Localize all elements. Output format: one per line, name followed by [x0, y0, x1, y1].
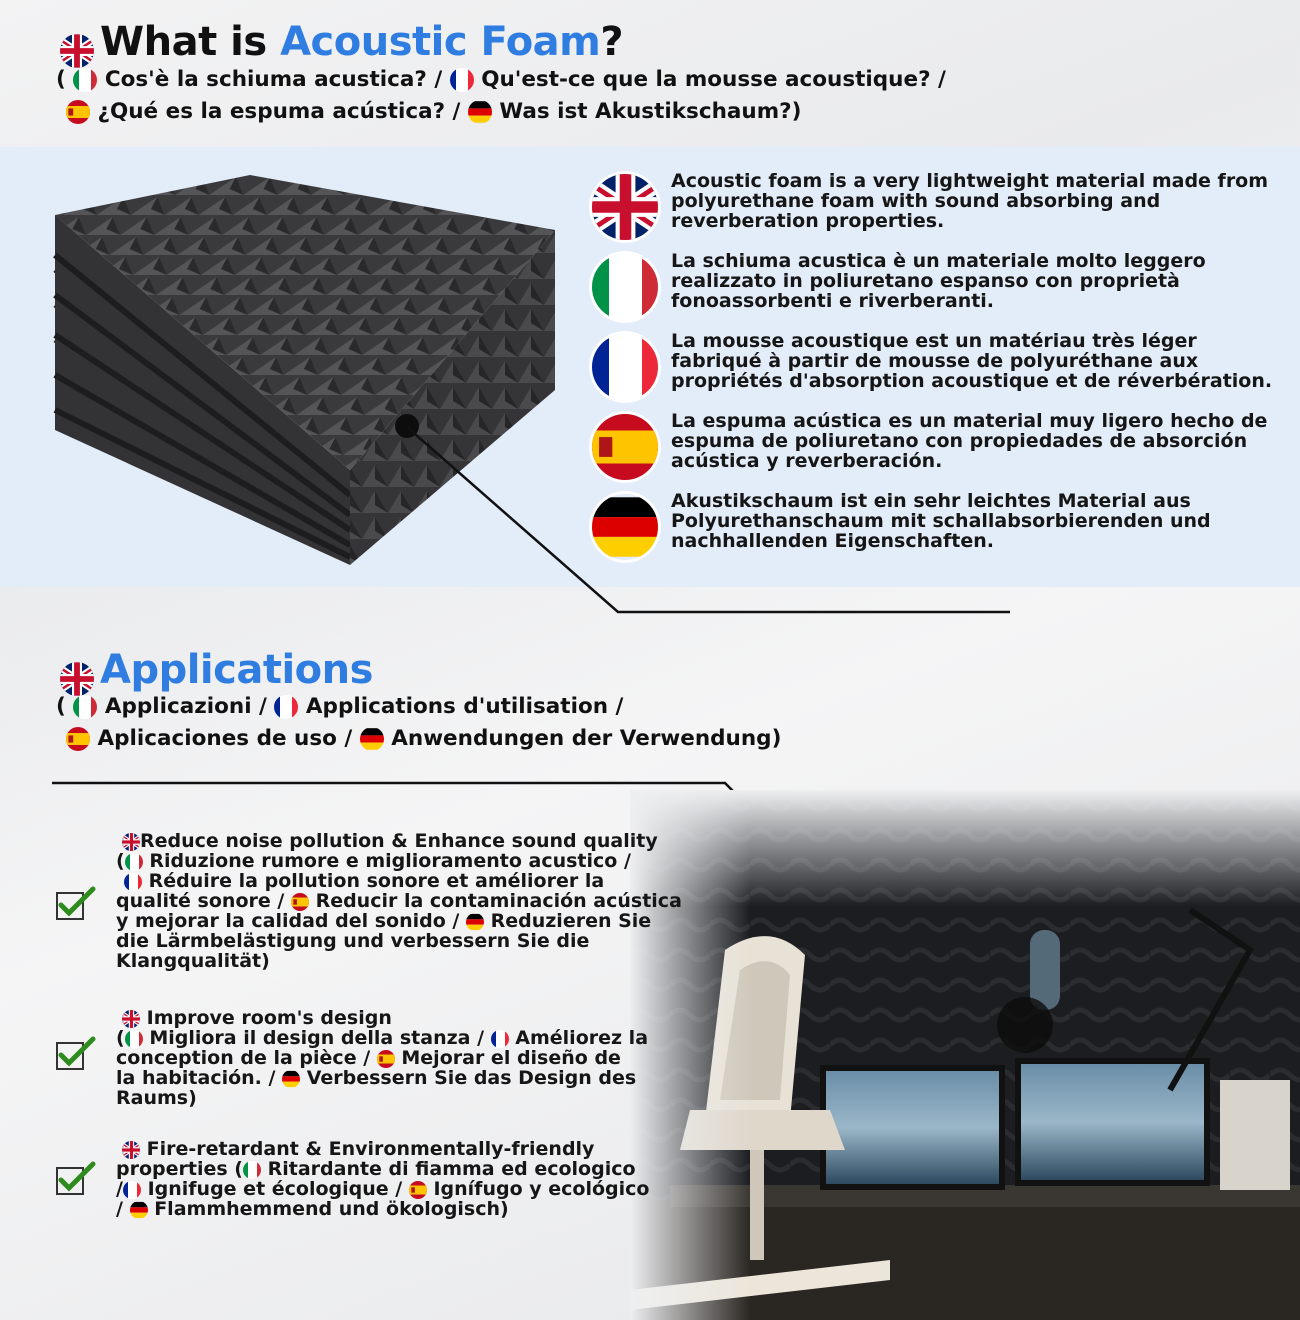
italy-flag-icon [73, 695, 97, 719]
title-it: Cos'è la schiuma acustica? / [104, 67, 443, 92]
app3-it: Ritardante di fiamma ed ecologico [267, 1158, 636, 1180]
uk-flag-icon [60, 34, 94, 68]
section1-translations-line1 [56, 64, 946, 96]
desc-en-line: polyurethane foam with sound absorbing and [671, 190, 1161, 212]
title-de: Was ist Akustikschaum?) [499, 99, 802, 124]
spain-flag-icon [592, 414, 658, 480]
paren-open: ( [116, 850, 125, 872]
italy-flag-icon [125, 853, 143, 871]
uk-flag-icon [122, 833, 140, 851]
section2-title [60, 647, 373, 696]
checkbox-check-icon [55, 885, 97, 923]
germany-flag-icon [360, 727, 384, 751]
application-item-2 [116, 1008, 706, 1108]
app1-fr: Réduire la pollution sonore et améliorer la [148, 870, 605, 892]
spain-flag-icon [66, 727, 90, 751]
germany-flag-icon [468, 100, 492, 124]
app2-it: Migliora il design della stanza / [149, 1027, 485, 1049]
studio-photo [630, 790, 1300, 1320]
app2-es-cont: la habitación. / [116, 1067, 276, 1089]
title-es: ¿Qué es la espuma acústica? / [97, 99, 461, 124]
paren-open: ( [116, 1027, 125, 1049]
section1-title [60, 19, 624, 68]
checkbox-check-icon [55, 1160, 97, 1198]
france-flag-icon [450, 68, 474, 92]
title-part-c: ? [600, 19, 624, 65]
desc-de-line: nachhallenden Eigenschaften. [671, 530, 994, 552]
germany-flag-icon [592, 494, 658, 560]
uk-flag-icon [122, 1141, 140, 1159]
app3-en-cont: properties ( [116, 1158, 243, 1180]
callout-dot [395, 414, 419, 438]
desc-es-line: La espuma acústica es un material muy ligero hecho de [671, 410, 1268, 432]
title-highlight: Acoustic Foam [280, 19, 601, 65]
uk-flag-icon [122, 1010, 140, 1028]
app1-es: Reducir la contaminación acústica [315, 890, 682, 912]
app2-fr: Améliorez la [515, 1027, 649, 1049]
app2-de-cont: Raums) [116, 1087, 197, 1109]
germany-flag-icon [282, 1070, 300, 1088]
desc-it-line: fonoassorbenti e riverberanti. [671, 290, 995, 312]
app1-de-cont: die Lärmbelästigung und verbessern Sie die [116, 930, 590, 952]
app3-en: Fire-retardant & Environmentally-friendly [146, 1138, 595, 1160]
france-flag-icon [491, 1030, 509, 1048]
app1-it: Riduzione rumore e miglioramento acustico / [149, 850, 631, 872]
app3-de: Flammhemmend und ökologisch) [154, 1198, 509, 1220]
desc-en-line: reverberation properties. [671, 210, 945, 232]
section2-translations-line2 [66, 723, 781, 755]
desc-row-es [592, 410, 1268, 480]
application-item-1 [116, 831, 706, 971]
applications-heading: Applications [100, 647, 373, 693]
paren-open: ( [56, 694, 66, 719]
spain-flag-icon [66, 100, 90, 124]
italy-flag-icon [125, 1030, 143, 1048]
app2-fr-cont: conception de la pièce / [116, 1047, 371, 1069]
applications-it: Applicazioni / [104, 694, 267, 719]
applications-es: Aplicaciones de uso / [97, 726, 353, 751]
app2-es: Mejorar el diseño de [401, 1047, 621, 1069]
desc-fr-line: La mousse acoustique est un matériau très léger [671, 330, 1197, 352]
acoustic-foam-panels-image [50, 175, 560, 565]
desc-row-de [592, 490, 1211, 560]
app1-de: Reduzieren Sie [490, 910, 652, 932]
spain-flag-icon [291, 893, 309, 911]
app3-fr: Ignifuge et écologique / [147, 1178, 403, 1200]
section2-translations-line1 [56, 691, 623, 723]
desc-es-line: acústica y reverberación. [671, 450, 943, 472]
section1-translations-line2 [66, 96, 801, 128]
app2-en: Improve room's design [146, 1007, 392, 1029]
germany-flag-icon [130, 1201, 148, 1219]
applications-fr: Applications d'utilisation / [305, 694, 624, 719]
app1-fr-cont: qualité sonore / [116, 890, 285, 912]
checkbox-check-icon [55, 1035, 97, 1073]
app2-de: Verbessern Sie das Design des [306, 1067, 637, 1089]
desc-en-line: Acoustic foam is a very lightweight material made from [671, 170, 1269, 192]
slash: / [116, 1178, 123, 1200]
title-part-a: What is [100, 19, 281, 65]
applications-de: Anwendungen der Verwendung) [391, 726, 782, 751]
desc-it-line: La schiuma acustica è un materiale molto leggero [671, 250, 1206, 272]
spain-flag-icon [377, 1050, 395, 1068]
desc-de-line: Akustikschaum ist ein sehr leichtes Material aus [671, 490, 1191, 512]
slash: / [116, 1198, 123, 1220]
app1-es-cont: y mejorar la calidad del sonido / [116, 910, 460, 932]
desc-row-fr [592, 330, 1273, 400]
desc-fr-line: propriétés d'absorption acoustique et de réverbération. [671, 370, 1273, 392]
france-flag-icon [123, 1181, 141, 1199]
desc-de-line: Polyurethanschaum mit schallabsorbierenden und [671, 510, 1211, 532]
paren-open: ( [56, 67, 66, 92]
app3-es: Ignífugo y ecológico [433, 1178, 650, 1200]
spain-flag-icon [409, 1181, 427, 1199]
app1-en: Reduce noise pollution & Enhance sound quality [140, 830, 658, 852]
italy-flag-icon [243, 1161, 261, 1179]
italy-flag-icon [73, 68, 97, 92]
desc-it-line: realizzato in poliuretano espanso con proprietà [671, 270, 1180, 292]
france-flag-icon [274, 695, 298, 719]
title-fr: Qu'est-ce que la mousse acoustique? / [481, 67, 946, 92]
france-flag-icon [124, 873, 142, 891]
desc-fr-line: fabriqué à partir de mousse de polyuréthane aux [671, 350, 1199, 372]
desc-row-it [592, 250, 1206, 320]
desc-es-line: espuma de poliuretano con propiedades de absorción [671, 430, 1248, 452]
france-flag-icon [592, 334, 658, 400]
application-item-3 [116, 1139, 706, 1219]
app1-de-cont: Klangqualität) [116, 950, 270, 972]
desc-row-en [592, 170, 1269, 240]
italy-flag-icon [592, 254, 658, 320]
germany-flag-icon [466, 913, 484, 931]
uk-flag-icon [592, 174, 658, 240]
